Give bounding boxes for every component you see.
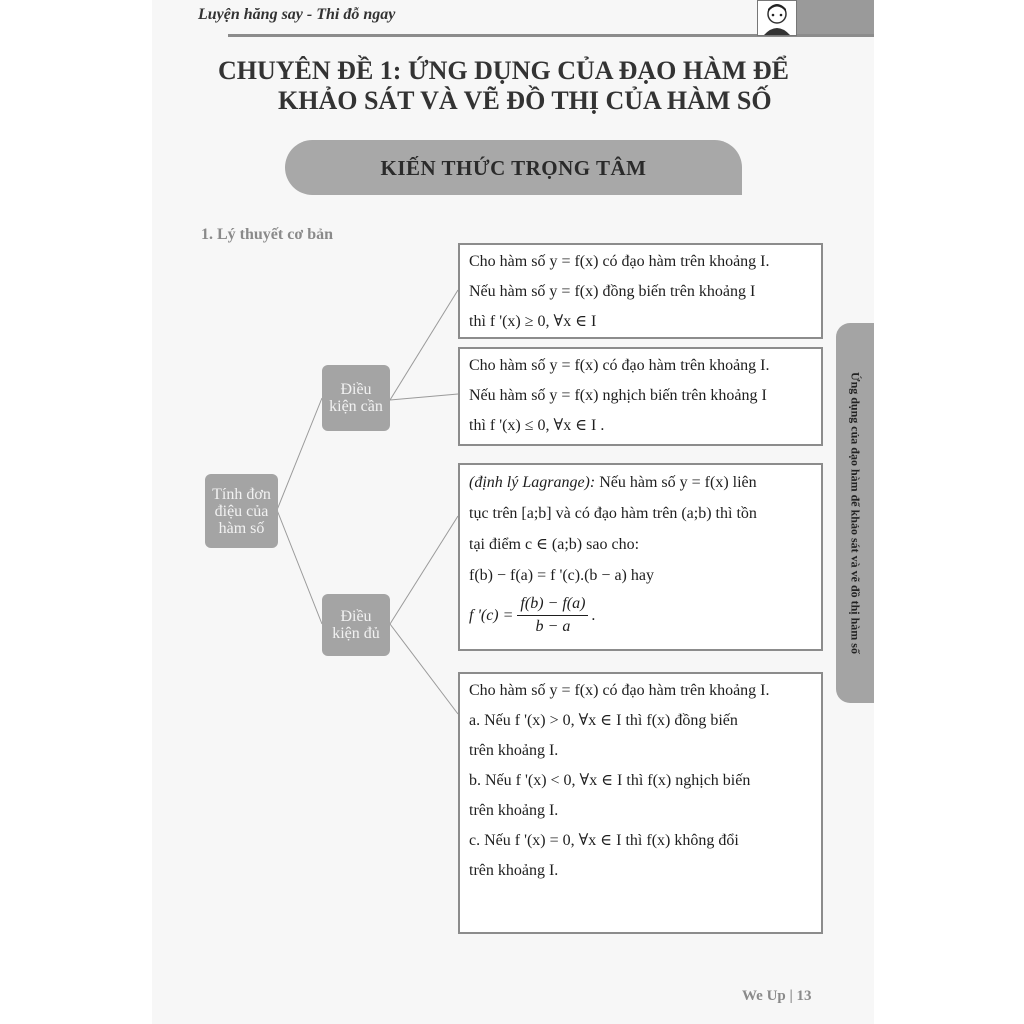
box3-line2: tục trên [a;b] và có đạo hàm trên (a;b) thì tồn — [469, 505, 757, 522]
fraction-lhs: f '(c) = — [469, 607, 514, 624]
box2-line3: thì f '(x) ≤ 0, ∀x ∈ I . — [469, 417, 605, 434]
sufficient-condition-node — [322, 594, 390, 656]
fraction-denominator: b − a — [535, 618, 571, 635]
header-slogan: Luyện hăng say - Thi đỗ ngay — [198, 6, 396, 23]
fraction-numerator: f(b) − f(a) — [517, 593, 588, 616]
fraction-end: . — [591, 607, 596, 624]
box4-line6: c. Nếu f '(x) = 0, ∀x ∈ I thì f(x) không đổi — [469, 832, 739, 849]
key-knowledge-banner-label: KIẾN THỨC TRỌNG TÂM — [380, 156, 647, 180]
box1-line3: thì f '(x) ≥ 0, ∀x ∈ I — [469, 313, 597, 330]
page-footer: We Up | 13 — [742, 988, 812, 1004]
chapter-title-line1: CHUYÊN ĐỀ 1: ỨNG DỤNG CỦA ĐẠO HÀM ĐỂ — [218, 56, 790, 85]
box-decreasing-necessary — [458, 347, 823, 446]
box-increasing-necessary — [458, 243, 823, 339]
chapter-title-line2: KHẢO SÁT VÀ VẼ ĐỒ THỊ CỦA HÀM SỐ — [278, 86, 772, 115]
sufficient-condition-label: Điều kiện đủ — [332, 608, 380, 642]
box4-line3: trên khoảng I. — [469, 742, 559, 759]
box3-line4: f(b) − f(a) = f '(c).(b − a) hay — [469, 567, 654, 584]
box4-line4: b. Nếu f '(x) < 0, ∀x ∈ I thì f(x) nghịch biến — [469, 772, 751, 789]
chapter-side-tab-label: Ứng dụng của đạo hàm để khảo sát và vẽ đồ thị hàm số — [848, 372, 863, 654]
fraction-body — [517, 593, 588, 638]
box1-line2: Nếu hàm số y = f(x) đồng biến trên khoảng I — [469, 283, 756, 300]
box-sufficient-conditions — [458, 672, 823, 934]
section-title: 1. Lý thuyết cơ bản — [201, 226, 333, 243]
box4-line5: trên khoảng I. — [469, 802, 559, 819]
box4-line1: Cho hàm số y = f(x) có đạo hàm trên khoảng I. — [469, 682, 770, 699]
box4-line7: trên khoảng I. — [469, 862, 559, 879]
root-node-label: Tính đơn điệu của hàm số — [212, 485, 271, 537]
box3-line3: tại điểm c ∈ (a;b) sao cho: — [469, 536, 640, 553]
lagrange-fraction — [469, 593, 812, 638]
box3-line1-rest: Nếu hàm số y = f(x) liên — [595, 474, 757, 491]
box2-line1: Cho hàm số y = f(x) có đạo hàm trên khoảng I. — [469, 357, 770, 374]
root-node — [205, 474, 278, 548]
box-lagrange — [458, 463, 823, 651]
box1-line1: Cho hàm số y = f(x) có đạo hàm trên khoảng I. — [469, 253, 770, 270]
necessary-condition-label: Điều kiện cần — [329, 381, 383, 415]
box2-line2: Nếu hàm số y = f(x) nghịch biến trên khoảng I — [469, 387, 767, 404]
box3-lagrange-label: (định lý Lagrange): — [469, 474, 596, 491]
necessary-condition-node — [322, 365, 390, 431]
box4-line2: a. Nếu f '(x) > 0, ∀x ∈ I thì f(x) đồng biến — [469, 712, 738, 729]
